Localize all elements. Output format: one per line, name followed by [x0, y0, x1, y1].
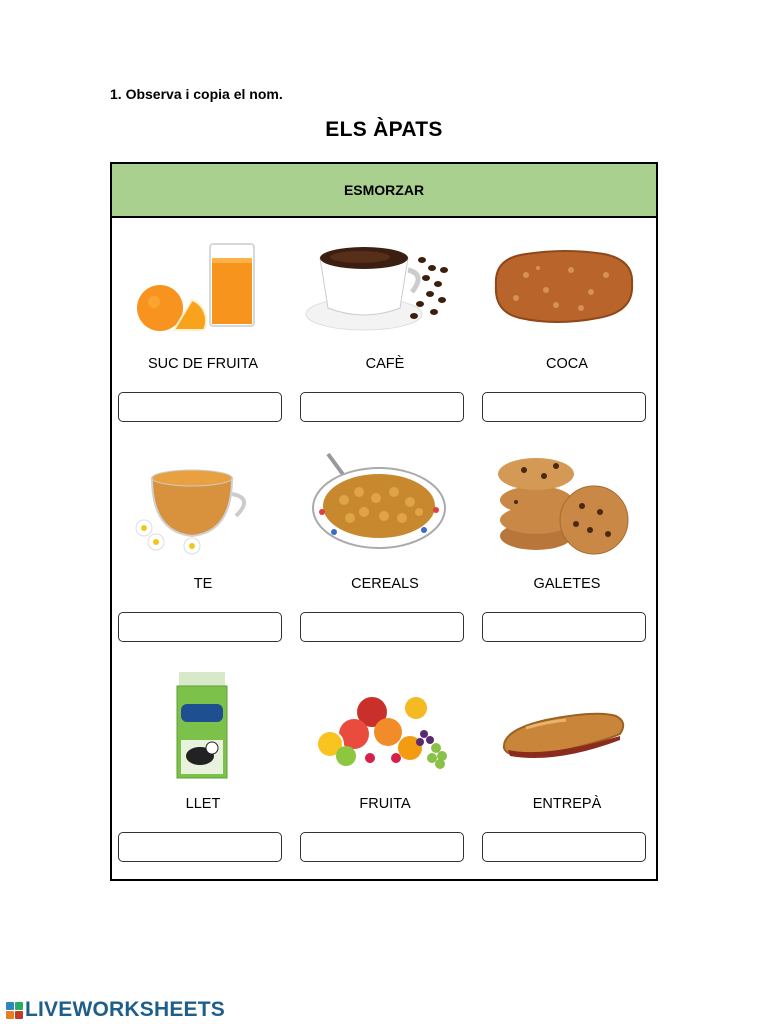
item-label: GALETES — [533, 576, 601, 592]
answer-field[interactable] — [482, 612, 646, 642]
answer-field[interactable] — [118, 612, 282, 642]
item-cell — [476, 442, 646, 662]
item-cell — [112, 442, 282, 662]
item-label: CAFÈ — [365, 356, 405, 372]
brand-name: LIVEWORKSHEETS — [25, 998, 225, 1021]
answer-field[interactable] — [118, 392, 282, 422]
item-label: LLET — [185, 796, 221, 812]
cookies-icon — [486, 450, 636, 560]
item-cell — [294, 222, 464, 442]
item-label: TE — [193, 576, 213, 592]
item-cell — [294, 662, 464, 882]
instruction-text: 1. Observa i copia el nom. — [110, 86, 283, 102]
page-title: ELS ÀPATS — [325, 118, 443, 141]
section-header: ESMORZAR — [112, 164, 656, 218]
coffee-cup-icon — [304, 230, 454, 340]
item-label: FRUITA — [359, 796, 411, 812]
item-cell — [476, 222, 646, 442]
answer-field[interactable] — [300, 392, 464, 422]
logo-grid-icon — [6, 1002, 23, 1019]
item-cell — [112, 662, 282, 882]
item-cell — [294, 442, 464, 662]
orange-juice-icon — [122, 230, 272, 340]
answer-field[interactable] — [482, 832, 646, 862]
worksheet-table — [110, 162, 658, 881]
answer-field[interactable] — [300, 832, 464, 862]
answer-field[interactable] — [118, 832, 282, 862]
cereal-bowl-icon — [304, 450, 454, 560]
fruit-pile-icon — [304, 670, 454, 780]
liveworksheets-logo — [6, 998, 225, 1022]
milk-carton-icon — [122, 670, 272, 780]
item-label: COCA — [546, 356, 588, 372]
sandwich-icon — [486, 670, 636, 780]
item-label: SUC DE FRUITA — [147, 356, 259, 372]
item-label: ENTREPÀ — [532, 796, 602, 812]
answer-field[interactable] — [482, 392, 646, 422]
tea-cup-icon — [122, 450, 272, 560]
answer-field[interactable] — [300, 612, 464, 642]
item-label: CEREALS — [351, 576, 419, 592]
item-cell — [112, 222, 282, 442]
coca-flatbread-icon — [486, 230, 636, 340]
item-cell — [476, 662, 646, 882]
